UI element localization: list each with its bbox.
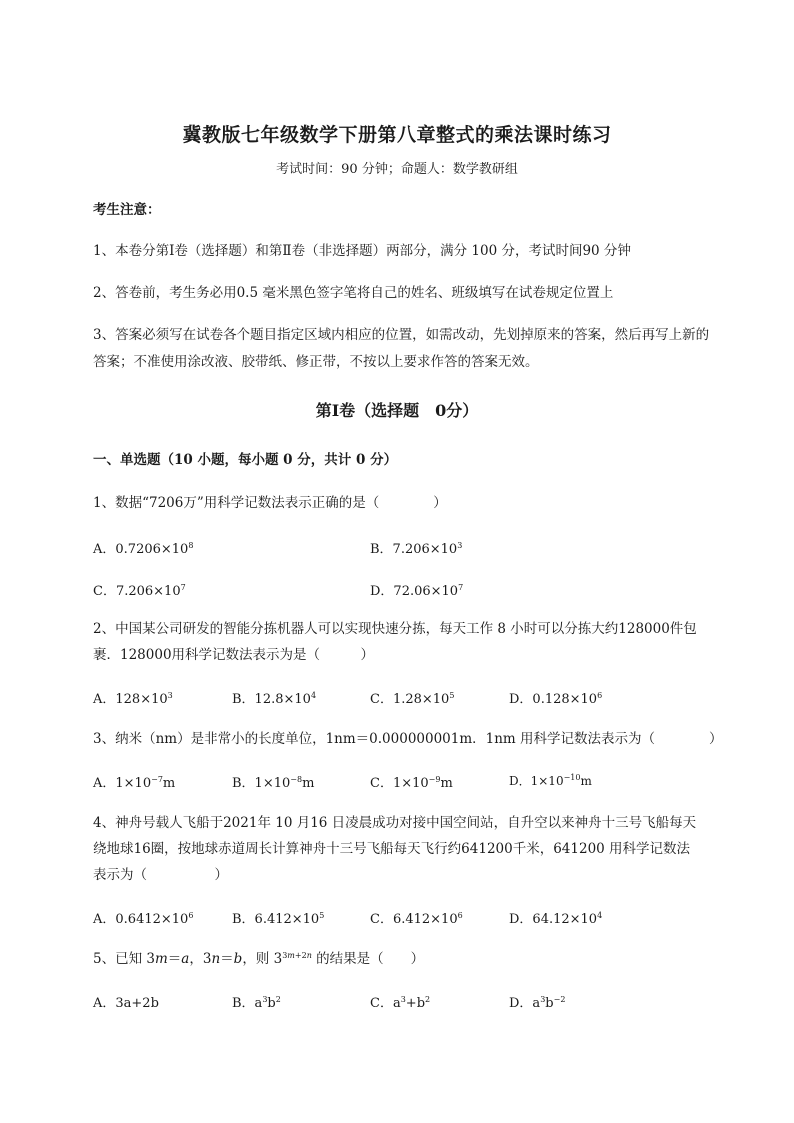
question-stem: 表示为（ ） xyxy=(93,867,228,883)
option-c: C．$1.28\times 10^5$ xyxy=(370,691,455,707)
option-d: D．$1\times 10^{-10}m$ xyxy=(509,773,592,788)
question-stem: 3、纳米（nm）是非常小的长度单位，1nm＝0.000000001m．1nm 用科学记数法表示为（ ） xyxy=(93,731,723,747)
option-a: A．$1\times 10^{-7}m$ xyxy=(93,775,176,791)
option-b: B．$12.8\times 10^4$ xyxy=(232,691,317,707)
note-item: 2、答卷前，考生务必用0.5 毫米黑色签字笔将自己的姓名、班级填写在试卷规定位置上 xyxy=(93,285,614,301)
page-title: 冀教版七年级数学下册第八章整式的乘法课时练习 xyxy=(182,124,612,146)
option-c: C．$1\times 10^{-9}m$ xyxy=(370,775,453,791)
option-b: B．$7.206\times 10^3$ xyxy=(370,541,463,557)
note-item: 1、本卷分第Ⅰ卷（选择题）和第Ⅱ卷（非选择题）两部分，满分 100 分，考试时间90 分钟 xyxy=(93,243,631,259)
option-a: A．$0.7206\times 10^8$ xyxy=(93,541,194,557)
option-b: B．$1\times 10^{-8}m$ xyxy=(232,775,315,791)
option-a: A．3a+2b xyxy=(93,996,159,1011)
option-a: A．$128\times 10^3$ xyxy=(93,691,173,707)
question-stem: 5、已知 3m＝a，3n＝b，则 $3^{3m+2n}$ 的结果是（ ） xyxy=(93,951,425,967)
notes-heading: 考生注意： xyxy=(93,202,161,218)
option-d: D．$0.128\times 10^6$ xyxy=(509,691,603,707)
option-d: D．$64.12\times 10^4$ xyxy=(509,911,603,927)
option-d: D．$72.06\times 10^7$ xyxy=(370,583,464,599)
option-c: C．$a^3+b^2$ xyxy=(370,995,431,1011)
part-heading: 一、单选题（10 小题，每小题 0 分，共计 0 分） xyxy=(93,452,398,468)
question-stem: 裹．128000用科学记数法表示为是（ ） xyxy=(93,647,375,663)
option-c: C．$6.412\times 10^6$ xyxy=(370,911,463,927)
note-item: 3、答案必须写在试卷各个题目指定区域内相应的位置，如需改动，先划掉原来的答案，然后再写上新的答案；不准使用涂改液、胶带纸、修正带，不按以上要求作答的答案无效。 xyxy=(93,327,710,370)
exam-info: 考试时间：90 分钟；命题人：数学教研组 xyxy=(276,162,518,177)
option-d: D．$a^3b^{-2}$ xyxy=(509,995,566,1011)
option-b: B．$a^3b^2$ xyxy=(232,995,281,1011)
question-stem: 4、神舟号载人飞船于2021年 10 月16 日凌晨成功对接中国空间站，自升空以来神舟十三号飞船每天 xyxy=(93,815,697,831)
question-stem: 2、中国某公司研发的智能分拣机器人可以实现快速分拣，每天工作 8 小时可以分拣大约128000件包 xyxy=(93,621,697,637)
option-c: C．$7.206\times 10^7$ xyxy=(93,583,186,599)
section-title: 第Ⅰ卷（选择题 0分） xyxy=(315,401,479,420)
question-stem: 1、数据“7206万”用科学记数法表示正确的是（ ） xyxy=(93,495,447,511)
option-b: B．$6.412\times 10^5$ xyxy=(232,911,325,927)
question-stem: 绕地球16圈，按地球赤道周长计算神舟十三号飞船每天飞行约641200千米，641200 用科学记数法 xyxy=(93,841,691,857)
option-a: A．$0.6412\times 10^6$ xyxy=(93,911,194,927)
